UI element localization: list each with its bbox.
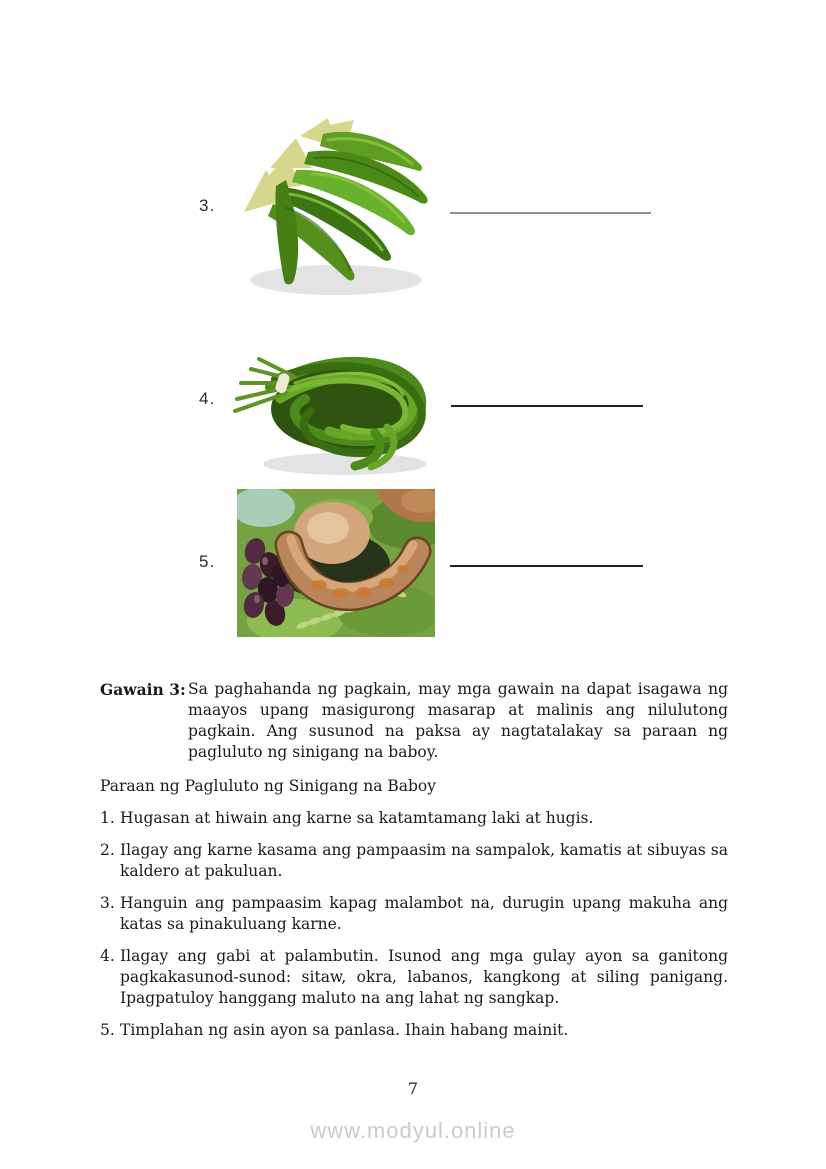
- procedure-step-3: [100, 893, 728, 935]
- step-number: 4.: [100, 947, 115, 965]
- string-beans-illustration: [225, 337, 447, 481]
- item-5-number: 5.: [199, 552, 216, 571]
- watermark-text: www.modyul.online: [310, 1118, 516, 1143]
- procedure-heading: Paraan ng Pagluluto ng Sinigang na Baboy: [100, 777, 437, 795]
- answer-blank-3: [450, 212, 651, 214]
- step-text: Ilagay ang karne kasama ang pampaasim na sampalok, kamatis at sibuyas sa kaldero at pakuluan.: [120, 841, 728, 880]
- gawain-3-body: Sa paghahanda ng pagkain, may mga gawain na dapat isagawa ng maayos upang masigurong masarap at malinis ang nilulutong pagkain. Ang susunod na paksa ay nagtatalakay sa paraan ng pagluluto ng sinigang na baboy.: [188, 680, 728, 761]
- okra-illustration: [228, 112, 440, 304]
- step-number: 1.: [100, 809, 115, 827]
- step-text: Hugasan at hiwain ang karne sa katamtamang laki at hugis.: [120, 809, 594, 827]
- answer-blank-4: [451, 405, 643, 407]
- procedure-step-1: [100, 808, 728, 829]
- procedure-step-5: [100, 1020, 728, 1041]
- body-text-column: [100, 679, 728, 1041]
- item-3-number: 3.: [199, 196, 216, 215]
- tamarind-illustration: [237, 489, 435, 637]
- gawain-3-paragraph: [100, 679, 728, 763]
- step-text: Ilagay ang gabi at palambutin. Isunod ang mga gulay ayon sa ganitong pagkakasunod-sunod: sitaw, okra, labanos, kangkong at siling panigang. Ipagpatuloy hanggang maluto na ang lahat ng sangkap.: [120, 947, 728, 1007]
- step-number: 2.: [100, 841, 115, 859]
- page-number: 7: [407, 1079, 419, 1098]
- answer-blank-5: [450, 565, 643, 567]
- item-4-number: 4.: [199, 389, 216, 408]
- step-text: Timplahan ng asin ayon sa panlasa. Ihain habang mainit.: [120, 1021, 569, 1039]
- step-text: Hanguin ang pampaasim kapag malambot na, durugin upang makuha ang katas sa pinakuluang karne.: [120, 894, 728, 933]
- okra-bunch-image: [228, 112, 440, 304]
- step-number: 5.: [100, 1021, 115, 1039]
- procedure-step-2: [100, 840, 728, 882]
- step-number: 3.: [100, 894, 115, 912]
- tamarind-pods-image: [237, 489, 435, 637]
- procedure-step-4: [100, 946, 728, 1009]
- string-bean-bundle-image: [225, 337, 447, 481]
- gawain-3-label: Gawain 3:: [100, 680, 186, 699]
